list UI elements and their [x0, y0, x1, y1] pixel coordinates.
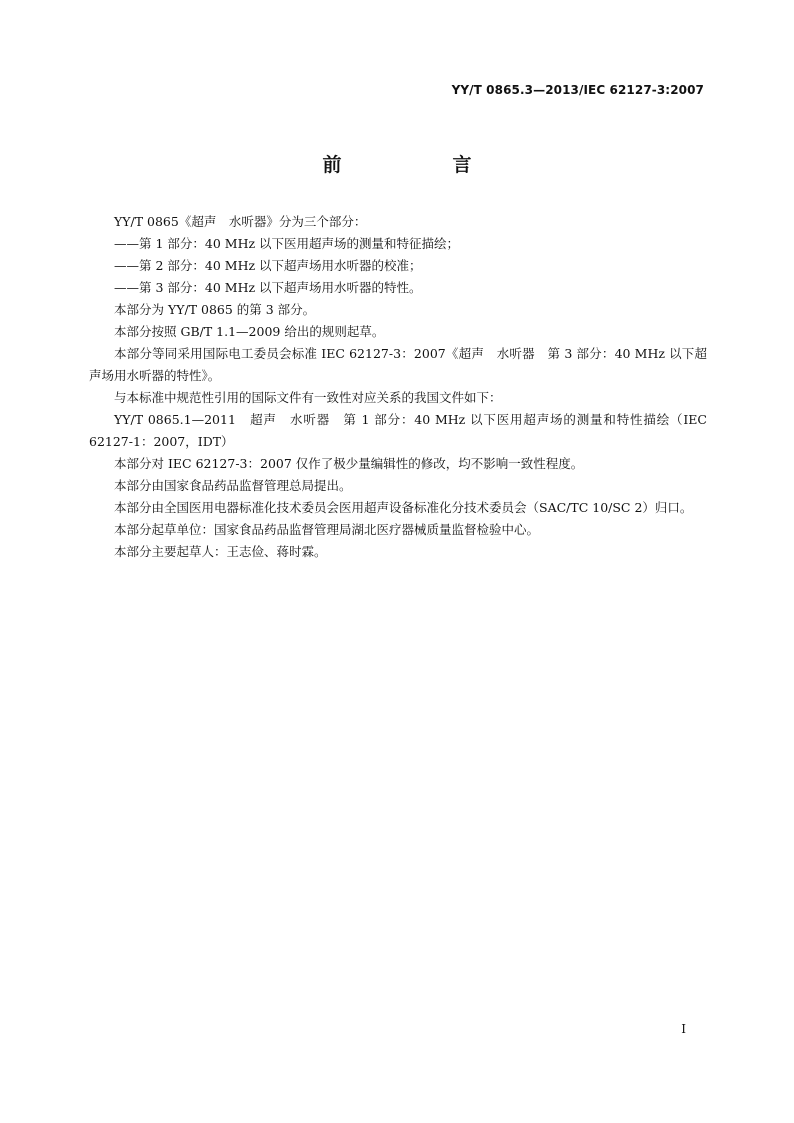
paragraph-reference-doc: YY/T 0865.1—2011 超声 水听器 第 1 部分：40 MHz 以下医用超声场的测量和特性描绘（IEC 62127-1：2007，IDT） — [89, 412, 707, 449]
paragraph-under-jurisdiction: 本部分由全国医用电器标准化技术委员会医用超声设备标准化分技术委员会（SAC/TC 10/SC 2）归口。 — [114, 500, 693, 515]
standard-code-header: YY/T 0865.3—2013/IEC 62127-3:2007 — [451, 83, 704, 97]
paragraph-modifications: 本部分对 IEC 62127-3：2007 仅作了极少量编辑性的修改，均不影响一致性程度。 — [114, 456, 584, 471]
paragraph-proposed-by: 本部分由国家食品药品监督管理总局提出。 — [114, 478, 352, 493]
paragraph-drafters: 本部分主要起草人：王志俭、蒋时霖。 — [114, 544, 327, 559]
foreword-body — [89, 211, 707, 563]
paragraph-parts-intro: YY/T 0865《超声 水听器》分为三个部分： — [114, 214, 367, 229]
paragraph-drafting-rules: 本部分按照 GB/T 1.1—2009 给出的规则起草。 — [114, 324, 385, 339]
paragraph-drafting-unit: 本部分起草单位：国家食品药品监督管理局湖北医疗器械质量监督检验中心。 — [114, 522, 540, 537]
page-number: I — [681, 1022, 686, 1036]
paragraph-part-1: ——第 1 部分：40 MHz 以下医用超声场的测量和特征描绘； — [114, 236, 460, 251]
paragraph-part-2: ——第 2 部分：40 MHz 以下超声场用水听器的校准； — [114, 258, 422, 273]
paragraph-adoption: 本部分等同采用国际电工委员会标准 IEC 62127-3：2007《超声 水听器 第 3 部分：40 MHz 以下超声场用水听器的特性》。 — [89, 346, 707, 383]
paragraph-part-3: ——第 3 部分：40 MHz 以下超声场用水听器的特性。 — [114, 280, 422, 295]
paragraph-this-part: 本部分为 YY/T 0865 的第 3 部分。 — [114, 302, 316, 317]
page-title: 前 言 — [322, 154, 518, 176]
paragraph-reference-intro: 与本标准中规范性引用的国际文件有一致性对应关系的我国文件如下： — [114, 390, 502, 405]
